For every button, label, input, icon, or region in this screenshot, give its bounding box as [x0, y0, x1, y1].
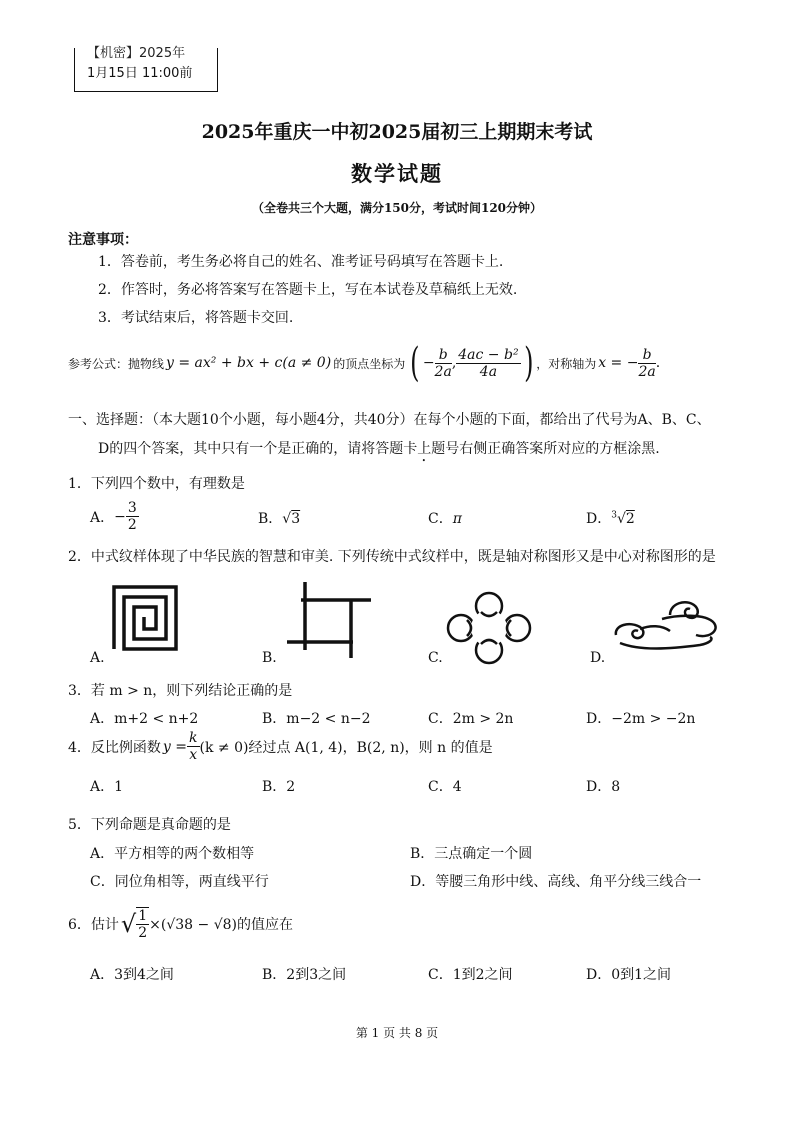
q2-option-b: B. [262, 650, 277, 666]
page-footer: 第 1 页 共 8 页 [355, 1026, 439, 1040]
section1-intro-line2: D的四个答案，其中只有一个是正确的，请将答题卡上题号右侧正确答案所对应的方框涂黑. [98, 441, 660, 457]
square-lines-figure [283, 580, 373, 660]
exam-note: （全卷共三个大题，满分150分，考试时间120分钟） [251, 201, 543, 215]
question-1-stem: 1．下列四个数中，有理数是 [68, 476, 245, 492]
q1-option-d: D．$^3$√2 [586, 510, 635, 527]
q5-option-b: B．三点确定一个圆 [410, 846, 533, 862]
axis-lhs: x = − [598, 355, 639, 371]
q5-option-d: D．等腰三角形中线、高线、角平分线三线合一 [410, 874, 702, 890]
notice-item-1: 1．答卷前，考生务必将自己的姓名、准考证号码填写在答题卡上. [98, 254, 504, 270]
section1-intro-line1: 一、选择题：（本大题10个小题，每小题4分，共40分）在每个小题的下面，都给出了代号为A、B、C、 [68, 412, 711, 428]
question-2-stem: 2．中式纹样体现了中华民族的智慧和审美. 下列传统中式纹样中，既是轴对称图形又是中心对称图形的是 [68, 549, 716, 565]
spiral-pattern-figure [110, 583, 180, 653]
notice-item-2: 2．作答时，务必将答案写在答题卡上，写在本试卷及草稿纸上无效. [98, 282, 518, 298]
confidential-stamp [74, 48, 218, 92]
q3-option-c: C．2m > 2n [428, 711, 514, 727]
parabola-equation: y = ax² + bx + c(a ≠ 0) [166, 355, 332, 371]
cloud-pattern-figure [610, 595, 720, 657]
q2-option-d: D. [590, 650, 606, 666]
left-paren: ( [410, 340, 420, 386]
subject-title: 数学试题 [351, 161, 443, 186]
q4-option-b: B．2 [262, 779, 296, 795]
q6-option-d: D．0到1之间 [586, 967, 672, 983]
q5-option-c: C．同位角相等，两直线平行 [90, 874, 269, 890]
q6-option-b: B．2到3之间 [262, 967, 347, 983]
q2-option-c: C. [428, 650, 443, 666]
question-3-stem: 3．若 m > n，则下列结论正确的是 [68, 683, 293, 699]
clover-pattern-figure [445, 590, 533, 666]
q4-fraction: $\frac{k}{x}$ [189, 730, 198, 763]
question-4-stem: 4．反比例函数 y = $\frac{k}{x}$ (k ≠ 0)经过点 A(1, 4)，B(2, n)，则 n 的值是 [68, 730, 493, 763]
question-5-stem: 5．下列命题是真命题的是 [68, 817, 231, 833]
emphasis-word: 上 [417, 441, 432, 457]
q4-option-d: D．8 [586, 779, 621, 795]
question-6-stem: 6．估计 √ $\frac{1}{2}$ ×(√38 − √8)的值应在 [68, 908, 293, 941]
q4-option-a: A．1 [90, 779, 124, 795]
q6-option-a: A．3到4之间 [90, 967, 174, 983]
right-paren: ) [523, 340, 534, 386]
axis-fraction: $\frac{b}{2a}$ [638, 346, 656, 380]
q6-fraction: $\frac{1}{2}$ [138, 908, 148, 941]
q3-option-d: D．−2m > −2n [586, 711, 696, 727]
formula-mid: 的顶点坐标为 [333, 356, 406, 371]
q6-option-c: C．1到2之间 [428, 967, 513, 983]
notice-heading: 注意事项： [68, 232, 138, 248]
q4-option-c: C．4 [428, 779, 462, 795]
axis-label: ，对称轴为 [536, 356, 597, 371]
q1-option-c: C．π [428, 511, 462, 527]
stamp-line-1: 【机密】2025年 [87, 46, 186, 61]
vertex-x-fraction: $\frac{b}{2a}$ [434, 346, 452, 380]
q1-option-a: A． − $\frac{3}{2}$ [90, 500, 137, 533]
q3-option-a: A．m+2 < n+2 [90, 711, 199, 727]
q1-a-fraction: $\frac{3}{2}$ [127, 500, 137, 533]
vertex-y-fraction: $\frac{\text{4ac − b²}}{4a}$ [458, 346, 519, 380]
formula-prefix: 参考公式：抛物线 [68, 356, 165, 371]
reference-formula: 参考公式：抛物线 y = ax² + bx + c(a ≠ 0) 的顶点坐标为 ( − $\frac{b}{2a}$ , $\frac{\text{4ac − b²}}{4a}$ ) ，对称轴为 x = − $\frac{b}{2a}$ . [68, 340, 661, 386]
q3-option-b: B．m−2 < n−2 [262, 711, 371, 727]
q1-option-b: B．√3 [258, 511, 301, 527]
exam-title: 2025年重庆一中初2025届初三上期期末考试 [201, 121, 593, 143]
stamp-line-2: 1月15日 11:00前 [87, 66, 193, 81]
notice-item-3: 3．考试结束后，将答题卡交回. [98, 310, 294, 326]
q2-option-a: A. [90, 650, 105, 666]
q5-option-a: A．平方相等的两个数相等 [90, 846, 255, 862]
